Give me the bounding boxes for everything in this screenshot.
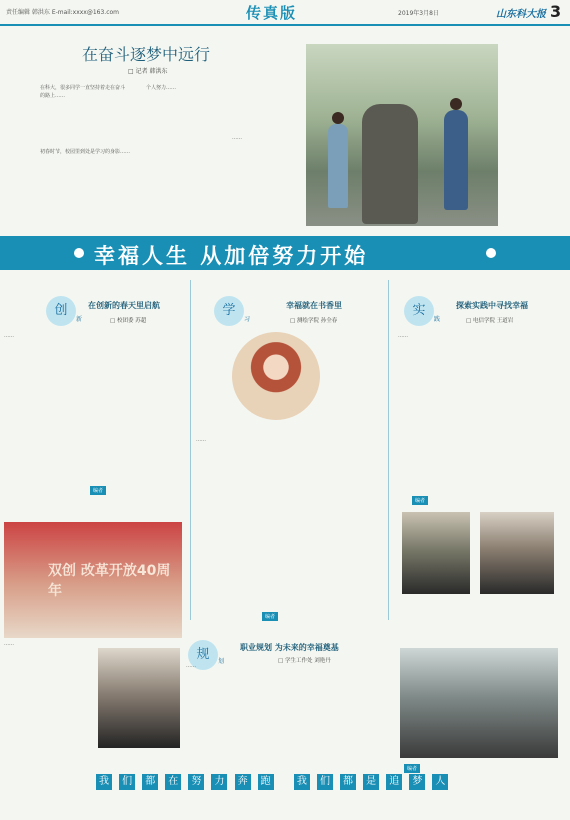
section-banner bbox=[0, 236, 570, 270]
banner-dot-left bbox=[74, 248, 84, 258]
column-divider-2 bbox=[388, 280, 389, 620]
article-text-planning: …… bbox=[186, 663, 196, 669]
slogan-char: 人 bbox=[432, 774, 448, 790]
slogan-gap bbox=[281, 768, 287, 784]
career-photo-left bbox=[98, 648, 180, 748]
page-number: 3 bbox=[550, 2, 562, 21]
practice-photo-1 bbox=[402, 512, 470, 594]
editor-note-label-a: 编者 bbox=[90, 486, 106, 495]
paper-brand: 山东科大报 bbox=[496, 9, 546, 20]
slogan-char: 梦 bbox=[409, 774, 425, 790]
editor-note-label-b: 编者 bbox=[262, 612, 278, 621]
section-circle-planning: 规 bbox=[188, 640, 218, 670]
article-title-planning: 职业规划 为未来的幸福奠基 bbox=[240, 643, 339, 652]
student-figure-left bbox=[328, 124, 348, 208]
slogan-char: 都 bbox=[142, 774, 158, 790]
column-divider-1 bbox=[190, 280, 191, 620]
top-article-col3: …… bbox=[232, 135, 242, 141]
header-editor-info: 责任编辑 韩洪东 E-mail:xxxx@163.com bbox=[6, 9, 120, 16]
article-title-innovation: 在创新的春天里启航 bbox=[88, 301, 160, 310]
slogan-char: 跑 bbox=[258, 774, 274, 790]
slogan-char: 追 bbox=[386, 774, 402, 790]
article-title-study: 幸福就在书香里 bbox=[286, 301, 342, 310]
slogan-char: 奔 bbox=[235, 774, 251, 790]
bottom-left-text: …… bbox=[4, 641, 14, 647]
top-article-col2: 个人努力…… bbox=[146, 85, 177, 91]
article-byline-planning: □ 学生工作处 刘艳丹 bbox=[278, 658, 331, 664]
practice-photo-2 bbox=[480, 512, 554, 594]
section-circle-study: 学 bbox=[214, 296, 244, 326]
article-text-practice: …… bbox=[398, 333, 408, 339]
top-article-byline: □ 记者 韩洪东 bbox=[128, 68, 168, 75]
student-portrait-round bbox=[232, 332, 320, 420]
section-cap-innovation: 新 bbox=[76, 316, 83, 323]
section-cap-planning: 划 bbox=[218, 658, 225, 665]
career-photo-right bbox=[400, 648, 558, 758]
article-byline-study: □ 测绘学院 孙全春 bbox=[290, 318, 338, 324]
top-article-col1: 初春时节，校园里到处是学习的身影…… bbox=[40, 149, 131, 155]
student-head-left bbox=[332, 112, 344, 124]
campus-reading-photo bbox=[306, 44, 498, 226]
slogan-char: 们 bbox=[317, 774, 333, 790]
section-circle-practice: 实 bbox=[404, 296, 434, 326]
student-figure-right bbox=[444, 110, 468, 210]
section-title: 传真版 bbox=[246, 4, 298, 22]
article-byline-innovation: □ 校团委 苏超 bbox=[110, 318, 147, 324]
article-byline-practice: □ 电信学院 王道岩 bbox=[466, 318, 514, 324]
editor-note-label-d: 编者 bbox=[404, 764, 420, 773]
slogan-char: 都 bbox=[340, 774, 356, 790]
slogan-char: 力 bbox=[211, 774, 227, 790]
editor-note-label-c: 编者 bbox=[412, 496, 428, 505]
slogan-char: 们 bbox=[119, 774, 135, 790]
section-cap-practice: 践 bbox=[434, 316, 441, 323]
section-cap-study: 习 bbox=[244, 316, 251, 323]
page-header bbox=[0, 0, 570, 26]
slogan-char: 我 bbox=[96, 774, 112, 790]
slogan-char: 在 bbox=[165, 774, 181, 790]
banner-dot-right bbox=[486, 248, 496, 258]
section-circle-innovation: 创 bbox=[46, 296, 76, 326]
slogan-char: 努 bbox=[188, 774, 204, 790]
slogan-char: 我 bbox=[294, 774, 310, 790]
slogan-char: 是 bbox=[363, 774, 379, 790]
top-article-lead: 在科大，很多同学一直坚持着走在奋斗的路上…… bbox=[40, 85, 126, 99]
statue-figure bbox=[362, 104, 418, 224]
article-title-practice: 探索实践中寻找幸福 bbox=[456, 301, 528, 310]
innovation-photo-text: 双创 改革开放40周年 bbox=[48, 563, 171, 599]
article-text-innovation: …… bbox=[4, 333, 14, 339]
banner-title: 幸福人生 从加倍努力开始 bbox=[94, 244, 369, 268]
top-article-title: 在奋斗逐梦中远行 bbox=[82, 45, 211, 64]
innovation-photo bbox=[4, 522, 182, 638]
footer-slogan bbox=[96, 768, 450, 790]
article-text-study: …… bbox=[196, 437, 206, 443]
issue-date: 2019年3月8日 bbox=[398, 10, 439, 17]
student-head-right bbox=[450, 98, 462, 110]
